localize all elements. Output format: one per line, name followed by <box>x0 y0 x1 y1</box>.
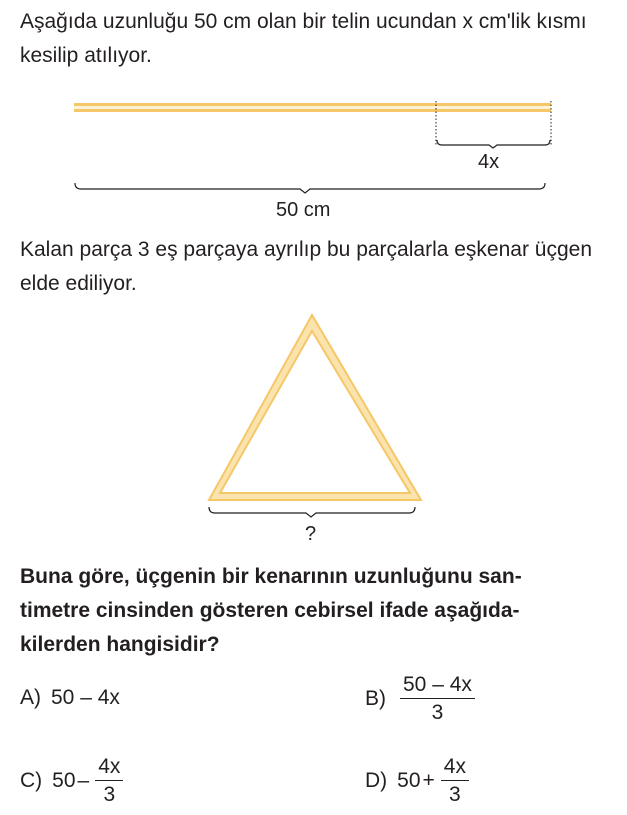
option-c-denominator: 3 <box>103 783 116 807</box>
option-d[interactable] <box>365 755 473 806</box>
total-label: 50 cm <box>276 199 331 221</box>
side-brace <box>209 507 415 517</box>
total-brace <box>75 183 545 193</box>
side-label: ? <box>305 523 317 545</box>
middle-text: Kalan parça 3 eş parçaya ayrılıp bu parçalarla eşkenar üçgen elde ediliyor. <box>20 238 593 296</box>
option-a-letter: A) <box>20 686 41 709</box>
cut-brace <box>437 140 550 148</box>
option-c-numerator: 4x <box>95 755 123 781</box>
option-c[interactable] <box>20 755 127 806</box>
option-d-prefix: 50 <box>397 768 421 792</box>
option-b[interactable] <box>365 673 479 724</box>
option-b-denominator: 3 <box>431 701 444 725</box>
option-b-fraction <box>400 673 475 724</box>
option-b-numerator: 50 – 4x <box>400 673 475 699</box>
option-d-letter: D) <box>365 768 388 792</box>
cut-label: 4x <box>478 151 500 173</box>
option-c-letter: C) <box>20 768 43 792</box>
option-d-denominator: 3 <box>449 783 461 807</box>
intro-text: Aşağıda uzunluğu 50 cm olan bir telin ucundan x cm'lik kısmı kesilip atılıyor. <box>20 10 587 68</box>
option-d-operator: + <box>422 768 435 792</box>
option-c-prefix: 50 <box>52 768 76 792</box>
option-a-text: 50 – 4x <box>51 686 120 709</box>
option-c-fraction <box>95 755 123 806</box>
option-b-letter: B) <box>365 686 386 710</box>
wire-highlight <box>74 106 551 109</box>
option-d-fraction <box>441 755 469 806</box>
option-a[interactable] <box>20 686 120 710</box>
option-c-operator: – <box>77 768 90 792</box>
triangle-inner <box>220 331 410 493</box>
option-d-numerator: 4x <box>441 755 469 781</box>
question-text: Buna göre, üçgenin bir kenarının uzunluğunu san- timetre cinsinden gösteren cebirsel ifade aşağıda- kilerden hangisidir? <box>20 565 522 657</box>
